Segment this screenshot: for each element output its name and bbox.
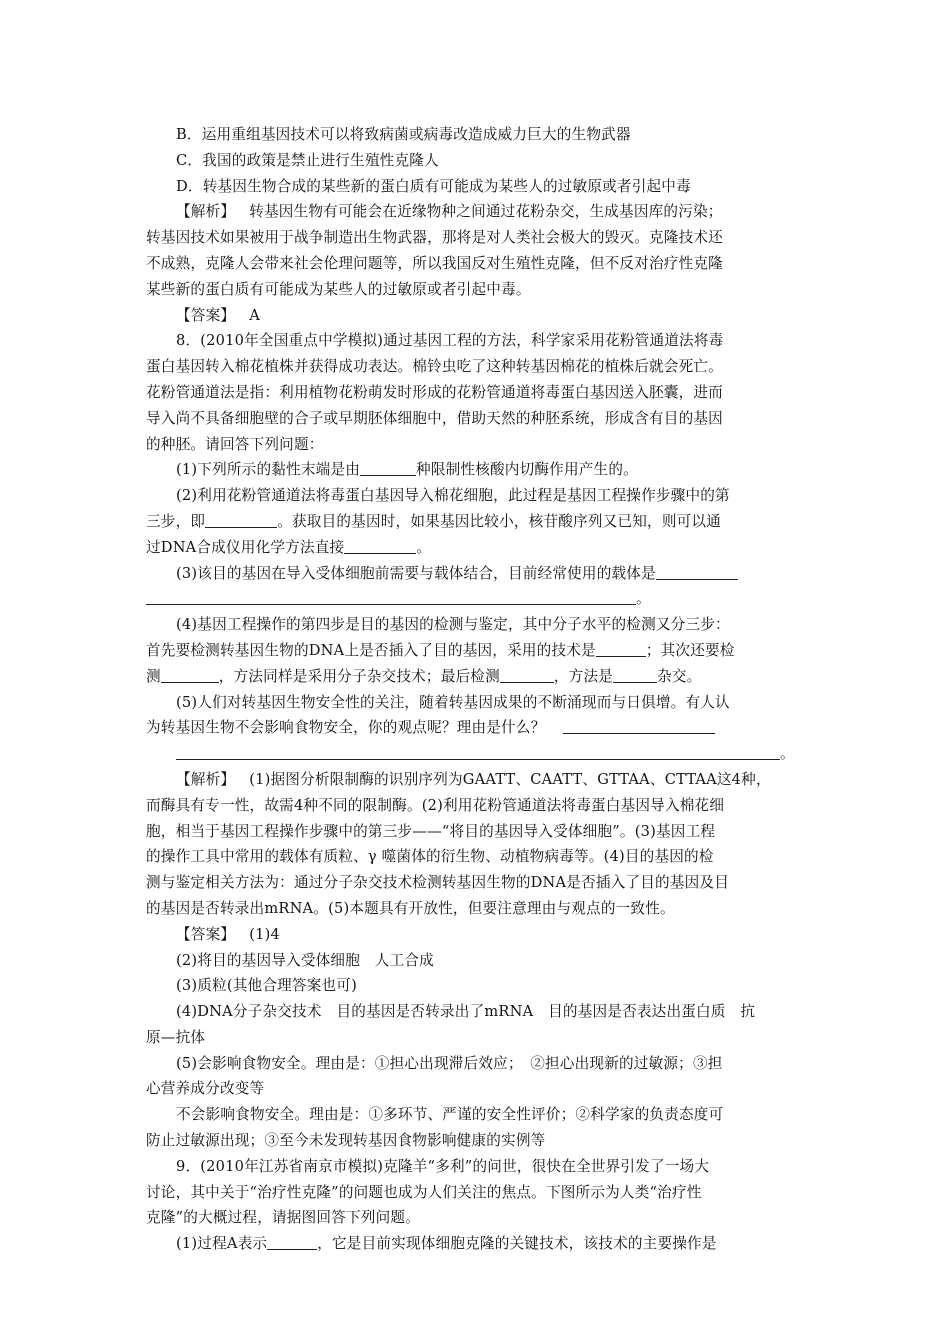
q7-analysis-line-4: 某些新的蛋白质有可能成为某些人的过敏原或者引起中毒。 [146,280,531,298]
q8-part-5-line-3: 。 [146,741,808,767]
q8-answer-line-4: (4)DNA分子杂交技术 目的基因是否转录出了mRNA 目的基因是否表达出蛋白质 抗 [176,1003,756,1021]
q8-part-3-line-1: (3)该目的基因在导入受体细胞前需要与载体结合，目前经常使用的载体是 [146,561,808,587]
q8-stem-line-1: 8．(2010年全国重点中学模拟)通过基因工程的方法，科学家采用花粉管通道法将毒 [176,332,724,350]
answer-tag: 【答案】 [176,925,236,943]
q8-answer-line-7: 心营养成分改变等 [146,1080,265,1098]
answer-blank[interactable] [360,461,416,476]
q8-analysis-line-2: 而酶具有专一性，故需4种不同的限制酶。(2)利用花粉管通道法将毒蛋白基因导入棉花细 [146,796,725,814]
q8-analysis-line-3: 胞，相当于基因工程操作步骤中的第三步——“将目的基因导入受体细胞”。(3)基因工程 [146,822,716,840]
q7-analysis-line-2: 转基因技术如果被用于战争制造出生物武器，那将是对人类社会极大的毁灭。克隆技术还 [146,229,723,247]
q8-part-3-line-2: 。 [146,586,808,612]
q8-analysis-line-6: 的基因是否转录出mRNA。(5)本题具有开放性，但要注意理由与观点的一致性。 [146,899,675,917]
q8-answer-line-2: (2)将目的基因导入受体细胞 人工合成 [176,951,434,969]
q8-stem-line-2: 蛋白基因转入棉花植株并获得成功表达。棉铃虫吃了这种转基因棉花的植株后就会死亡。 [146,358,723,376]
q8-analysis-line-4: 的操作工具中常用的载体有质粒、γ 噬菌体的衍生物、动植物病毒等。(4)目的基因的检 [146,848,714,866]
q8-answer-line-6: (5)会影响食物安全。理由是：①担心出现滞后效应； ②担心出现新的过敏源；③担 [176,1054,723,1072]
answer-blank[interactable] [500,668,554,683]
q8-part-4-line-1: (4)基因工程操作的第四步是目的基因的检测与鉴定，其中分子水平的检测又分三步： [176,616,730,634]
q8-part-5-line-1: (5)人们对转基因生物安全性的关注，随着转基因成果的不断涌现而与日俱增。有人认 [176,693,730,711]
answer-blank[interactable] [205,513,277,528]
q7-answer [146,303,808,329]
q8-part-4-line-2: 首先要检测转基因生物的DNA上是否插入了目的基因，采用的技术是 ；其次还要检 [146,641,735,659]
q8-stem-line-4: 导入尚不具备细胞壁的合子或早期胚体细胞中，借助天然的种胚系统，形成含有目的基因 [146,409,723,427]
q9-stem-line-2: 讨论，其中关于“治疗性克隆”的问题也成为人们关注的焦点。下图所示为人类“治疗性 [146,1183,702,1201]
q9-stem-line-3: 克隆”的大概过程，请据图回答下列问题。 [146,1209,420,1227]
option-c: C．我国的政策是禁止进行生殖性克隆人 [176,151,439,169]
answer-blank[interactable] [344,539,416,554]
analysis-tag: 【解析】 [176,770,236,788]
q8-answer-line-8: 不会影响食物安全。理由是：①多环节、严谨的安全性评价；②科学家的负责态度可 [176,1106,724,1124]
answer-blank[interactable] [596,642,646,657]
document-page [146,122,808,1257]
answer-blank[interactable] [146,590,636,605]
answer-blank[interactable] [161,668,219,683]
q9-part-1: (1)过程A表示 ，它是目前实现体细胞克隆的关键技术，该技术的主要操作是 [176,1235,717,1253]
q9-stem-line-1: 9．(2010年江苏省南京市模拟)克隆羊“多利”的问世，很快在全世界引发了一场大 [176,1157,710,1175]
answer-blank[interactable] [267,1235,317,1250]
analysis-tag: 【解析】 [176,203,236,221]
q8-answer-line-5: 原—抗体 [146,1028,206,1046]
q7-analysis-line-3: 不成熟，克隆人会带来社会伦理问题等，所以我国反对生殖性克隆，但不反对治疗性克隆 [146,254,723,272]
answer-tag: 【答案】 [176,306,236,324]
q7-analysis-line-1: 【解析】 转基因生物有可能会在近缘物种之间通过花粉杂交，生成基因库的污染； [176,203,723,221]
q8-part-2-line-2: 三步，即 。获取目的基因时，如果基因比较小，核苷酸序列又已知，则可以通 [146,512,722,530]
q8-answer-line-3: (3)质粒(其他合理答案也可) [176,977,357,995]
q8-part-4-line-3: 测 ，方法同样是采用分子杂交技术；最后检测 ，方法是 杂交。 [146,667,702,685]
q8-analysis-line-1: 【解析】 (1)据图分析限制酶的识别序列为GAATT、CAATT、GTTAA、CTTAA这4种， [176,770,771,788]
answer-blank[interactable] [563,719,715,734]
option-b: B．运用重组基因技术可以将致病菌或病毒改造成威力巨大的生物武器 [176,126,631,143]
q8-analysis-line-5: 测与鉴定相关方法为：通过分子杂交技术检测转基因生物的DNA是否插入了目的基因及目 [146,874,729,892]
q8-stem-line-5: 的种胚。请回答下列问题： [146,435,324,453]
q8-stem-line-3: 花粉管通道法是指：利用植物花粉萌发时形成的花粉管通道将毒蛋白基因送入胚囊，进而 [146,383,723,401]
answer-value: A [249,306,260,324]
q8-part-1: (1)下列所示的黏性末端是由 种限制性核酸内切酶作用产生的。 [176,461,638,479]
q8-part-5-line-2: 为转基因生物不会影响食物安全，你的观点呢？理由是什么？ [146,715,808,741]
q8-part-2-line-3: 过DNA合成仪用化学方法直接 。 [146,538,432,556]
answer-blank[interactable] [656,565,738,580]
option-d: D．转基因生物合成的某些新的蛋白质有可能成为某些人的过敏原或者引起中毒 [176,177,691,195]
answer-blank[interactable] [176,745,780,760]
q8-part-2-line-1: (2)利用花粉管通道法将毒蛋白基因导入棉花细胞，此过程是基因工程操作步骤中的第 [176,487,730,505]
answer-blank[interactable] [613,668,657,683]
q8-answer-line-1: 【答案】 (1)4 [176,925,280,943]
q8-answer-line-9: 防止过敏源出现；③至今未发现转基因食物影响健康的实例等 [146,1132,546,1150]
